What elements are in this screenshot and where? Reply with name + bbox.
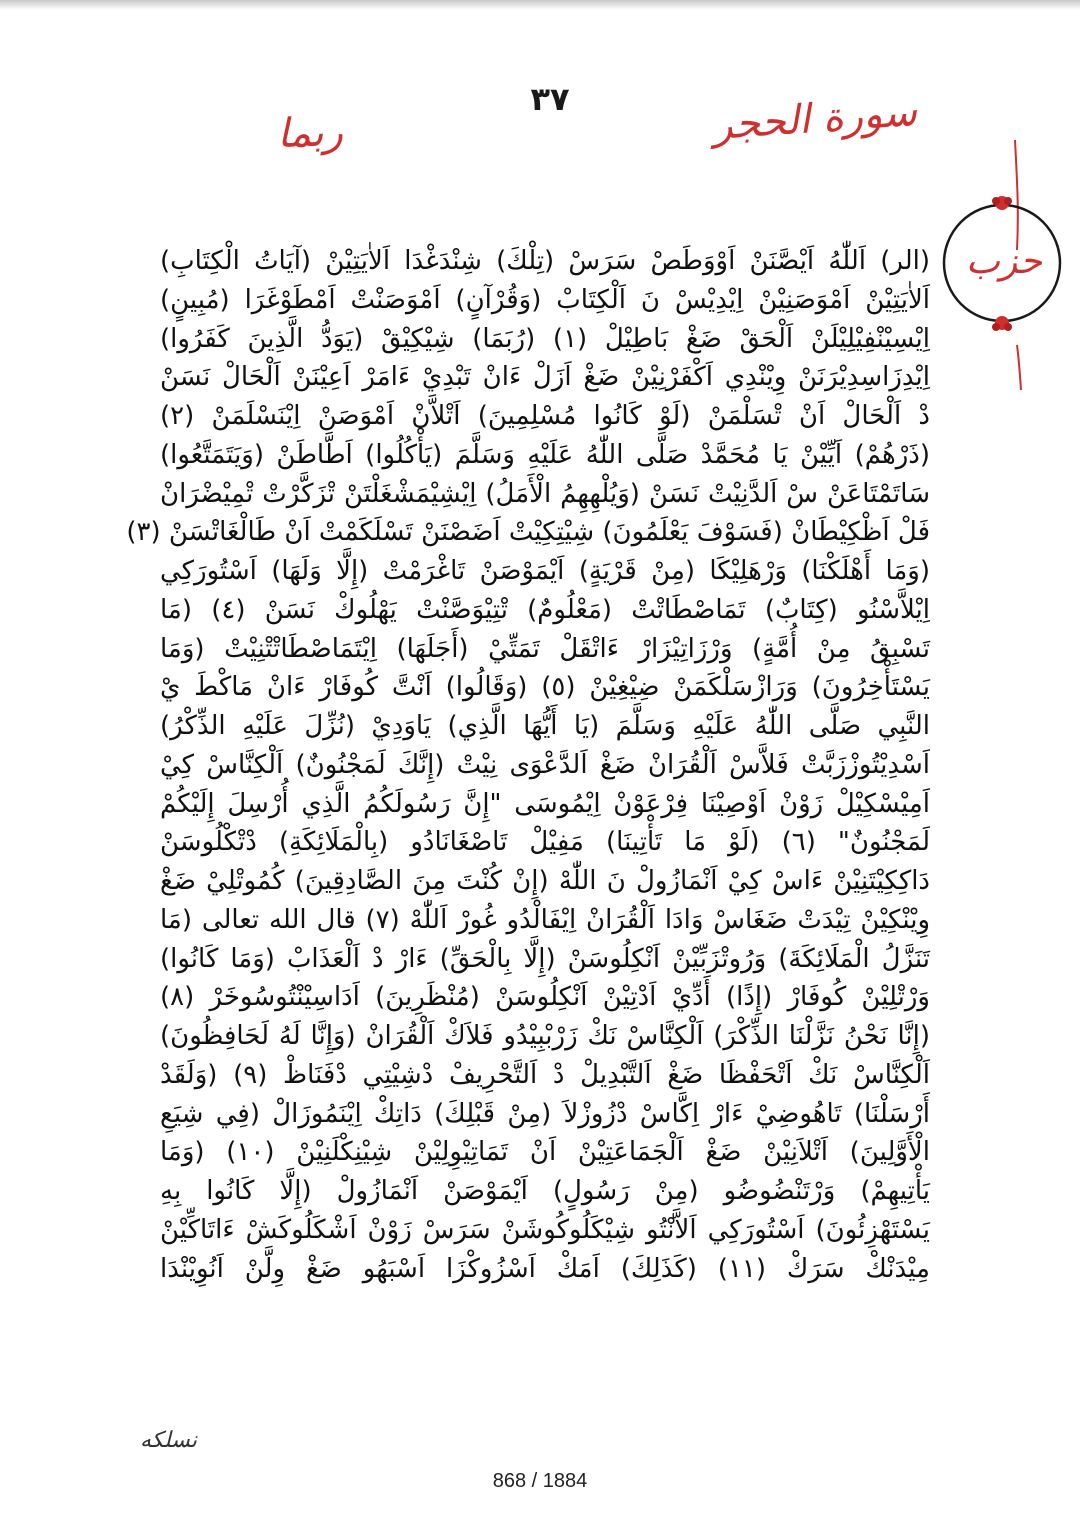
text-line-22: اَلْكِنَّاسْ نَكْ اَتْحَفْظَا ضَغْ اَلتَّبْدِيلْ دْ اَلتَّحْرِيفْ دْشِيْتِي دْفَنَاظْ (٩) (وَلَقَدْ (160, 1059, 930, 1090)
catchword-note: نسلكه (140, 1428, 197, 1453)
text-line-8: فَلْ اَظْكِيْطَانْ (فَسَوْفَ يَعْلَمُونَ) شِيْتِكِيْتْ اَضَصْنَنْ تَسْلَكَمْتْ اَنْ طَالْغَاتْسَنْ (٣) (126, 517, 930, 548)
text-line-6: (ذَرْهُمْ) اَيِّيْنْ يَا مُحَمَّدْ صَلَّى اللّٰهُ عَلَيْهِ وَسَلَّمَ (يَأْكُلُوا) اَطَّاطَنْ (وَيَتَمَتَّعُوا) (160, 439, 930, 470)
text-line-3: اِيْسِيْنْفِيْلِيْلَنْ اَلْحَقْ ضَغْ بَاطِيْلْ (١) (رُبَمَا) شِيْكِيْقْ (يَوَدُّ الَّذِينَ كَفَرُوا) (160, 323, 930, 354)
text-line-17: دَاكِكِيْتَنِيْنْ ءَاسْ كِيْ اَنْمَازُولْ نَ اللّٰهْ (إِنْ كُنْتَ مِنَ الصَّادِقِينَ) كُمُوتْلِيْ ضَغْ (160, 866, 930, 896)
arabic-text-body (126, 242, 930, 1288)
text-line-27: مِيْدَنْكْ سَرَكْ (١١) (كَذَلِكَ) اَمَكْ اَسْزُوكْزَا اَسْبَهُو ضَغْ وِلَّنْ اَنُوِيْنْدَا (160, 1253, 930, 1284)
hizb-marker (940, 195, 1076, 335)
text-line-11: تَسْبِقُ مِنْ أُمَّةٍ) وَرْزَاتِيْزَارْ ءَاتْقَلْ تَمَتِّيْ (أَجَلَهَا) اِيْتَمَاصْطَاتْتْنِيْتْ (وَمَا (160, 633, 930, 664)
text-line-7: سَاتَمْتَاعَنْ سْ اَلدَّنِيْتْ نَسَنْ (وَيُلْهِهِمُ الْأَمَلُ) اِيْشِيْمَشْغَلْتَنْ تْزَكَّرْتْ تْمِيْضْرَانْ (160, 478, 930, 509)
text-line-1: (الر) اَللّٰهُ اَيْصَّنَنْ اَوْوَطَصْ سَرَسْ (تِلْكَ) شِنْدَغْدَا اَلاٰيَتِيْنْ (آيَاتُ الْكِتَابِ) (160, 246, 930, 276)
text-line-9: (وَمَا أَهْلَكْنَا) وَرْهَلِيْكَا (مِنْ قَرْيَةٍ) اَيْمَوْصَنْ تَاغْرَمْتْ (إِلَّا وَلَهَا) اَسْتُورَكِي (160, 556, 930, 586)
page-number: ٣٧ (530, 80, 570, 118)
text-line-25: يَأْتِيهِمْ) وَرْتَنْضُوضُو (مِنْ رَسُولٍ) اَيْمَوْصَنْ اَنْمَازُولْ (إِلَّا كَانُوا بِهِ (160, 1176, 930, 1206)
text-line-16: لَمَجْنُونٌ" (٦) (لَوْ مَا تَأْتِينَا) مَفِيْلْ تَاصْغَانَادُو (بِالْمَلَائِكَةِ) دْتْكْلُوسَنْ (160, 827, 930, 858)
text-line-26: يَسْتَهْزِئُونَ) اَسْتُورَكِي اَلاَّنْتُو شِيْكَلُوكُوشَنْ سَرَسْ زَوْنْ اَشْكَلُوكَشْ ءَاتَاكِّيْنْ (160, 1214, 930, 1245)
text-line-10: اِيْلاَّسْنُو (كِتَابٌ) تَمَاصْطَاتْتْ (مَعْلُومٌ) تْتِيْوَصَّنْتْ يَهْلُوكْ نَسَنْ (٤) (مَا (160, 594, 930, 625)
text-line-23: أَرْسَلْنَا) تَاهُوضِيْ ءَارْ اِكَّاسْ دْزُوزْلاَ (مِنْ قَبْلِكَ) دَاتِكْ اِيْنَمُوزَالْ (فِي شِيَعِ (160, 1098, 930, 1129)
text-line-21: (إِنَّا نَحْنُ نَزَّلْنَا الذِّكْرَ) اَلْكِنَّاسْ نَكْ زَرْبْبِيْدُو فَلاَكْ اَلْقُرَانْ (وَإِنَّا لَهُ لَحَافِظُونَ) (160, 1021, 930, 1051)
surah-name-annotation: سورة الحجر (711, 88, 919, 150)
page-counter: 868 / 1884 (492, 1470, 588, 1492)
text-line-18: وِيْنْكِيْنْ تِيْدَتْ ضَغَاسْ وَادَا اَلْقُرَانْ اِيْفَالْدُو غُورْ اَللّٰهْ (٧) قال الله تعالى (مَا (160, 904, 930, 935)
text-line-19: تَنَزَّلُ الْمَلَائِكَةَ) وَرُوتْزَبِّيْنْ اَنْكِلُوسَنْ (إِلَّا بِالْحَقِّ) ءَارْ دْ اَلْعَذَابْ (وَمَا كَانُوا) (160, 943, 930, 974)
text-line-4: اِيْدِزَاسِدِيْرَنَنْ وِيْنْدِي اَكْفَرْنِيْنْ ضَغْ اَزَلْ ءَانْ تَبْدِيْ ءَامَرْ اَعِيْنَنْ اَلْحَالْ نَسَنْ (160, 362, 930, 393)
text-line-14: اَسْدِيْتُوزْزَبَّتْ فَلاَّسْ اَلْقُرَانْ ضَغْ اَلدَّعْوَى نِيْتْ (إِنَّكَ لَمَجْنُونٌ) اَلْكِنَّاسْ كِيْ (160, 749, 930, 780)
text-line-20: وَرْتْلِيْنْ كُوفَارْ (إِذًا) أَدِّيْ اَدْتِيْنْ اَنْكِلُوسَنْ (مُنْظَرِينَ) اَدَاسِيْنْتُوسُوخَرْ (٨) (160, 982, 930, 1013)
text-line-12: يَسْتَأْخِرُونَ) وَرَازْسَلْكَمَنْ ضِيْغِيْنْ (٥) (وَقَالُوا) اَنْتَّ كُوفَارْ ءَانْ مَاكْطَ يْ (160, 672, 930, 703)
hizb-label: حزب (965, 241, 1042, 282)
text-line-13: النَّبِي صَلَّى اللّٰهُ عَلَيْهِ وَسَلَّمَ (يَا أَيُّهَا الَّذِي) يَاوَدِيْ (نُزِّلَ عَلَيْهِ الذِّكْرُ) (160, 711, 930, 741)
text-line-5: دْ اَلْحَالْ اَنْ تْسَلْمَنْ (لَوْ كَانُوا مُسْلِمِينَ) اَتْلاَّنْ اَمْوَصَنْ اِيْنَسْلَمَنْ (٢) (160, 401, 930, 431)
text-line-24: الْأَوَّلِينَ) اَتْلاَنِيْنْ ضَغْ اَلْجَمَاعَتِيْنْ اَنْ تَمَاتِيْوِلِيْنْ شِيْنِكْلَنِيْنْ (١٠) (وَمَا (160, 1137, 930, 1168)
text-line-15: اَمِيْسْكِيْلْ زَوْنْ اَوْصِيْنَا فِرْعَوْنْ اِيْمُوسَى "إِنَّ رَسُولَكُمُ الَّذِي أُرْسِلَ إِلَيْكُمْ (160, 788, 930, 819)
text-line-2: اَلاٰيَتِيْنْ اَمْوَصَنِيْنْ اِيْدِيْسْ نَ اَلْكِتَابْ (وَقُرْآنٍ) اَمْوَصَنْتْ اَمْطَوْغَرَا (مُبِينٍ) (160, 284, 930, 315)
page-top-edge (0, 0, 1080, 10)
juz-note-annotation: ربما (276, 108, 344, 158)
